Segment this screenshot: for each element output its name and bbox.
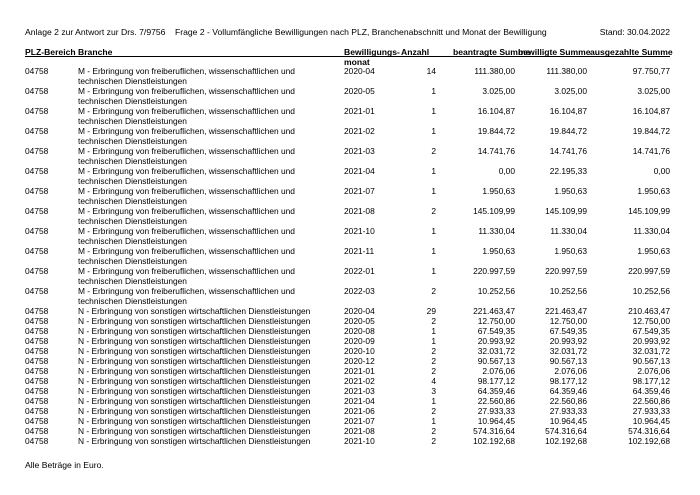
table-row (0, 386, 700, 396)
cell-monat: 2021-03 (344, 146, 375, 156)
table-row (0, 436, 700, 446)
cell-bewilligt: 64.359,46 (549, 386, 587, 396)
table-row (0, 66, 700, 86)
cell-ausgezahlt: 14.741,76 (632, 146, 670, 156)
cell-anzahl: 1 (431, 226, 436, 236)
cell-plz: 04758 (25, 386, 49, 396)
footnote: Alle Beträge in Euro. (25, 460, 104, 470)
cell-monat: 2020-09 (344, 336, 375, 346)
cell-anzahl: 2 (431, 426, 436, 436)
cell-anzahl: 2 (431, 406, 436, 416)
cell-branche: N - Erbringung von sonstigen wirtschaftlichen Dienstleistungen (78, 326, 311, 336)
cell-bewilligt: 10.964,45 (549, 416, 587, 426)
cell-beantragt: 90.567,13 (477, 356, 515, 366)
cell-ausgezahlt: 32.031,72 (632, 346, 670, 356)
column-header-monat (344, 47, 400, 67)
cell-branche: M - Erbringung von freiberuflichen, wissenschaftlichen und technischen Dienstleistungen (78, 166, 295, 186)
cell-beantragt: 221.463,47 (473, 306, 515, 316)
cell-branche: M - Erbringung von freiberuflichen, wissenschaftlichen und technischen Dienstleistungen (78, 206, 295, 226)
cell-bewilligt: 1.950,63 (554, 246, 587, 256)
cell-branche: M - Erbringung von freiberuflichen, wissenschaftlichen und technischen Dienstleistungen (78, 126, 295, 146)
cell-plz: 04758 (25, 426, 49, 436)
cell-monat: 2020-10 (344, 346, 375, 356)
cell-ausgezahlt: 16.104,87 (632, 106, 670, 116)
cell-bewilligt: 67.549,35 (549, 326, 587, 336)
cell-beantragt: 111.380,00 (474, 66, 515, 76)
cell-beantragt: 12.750,00 (477, 316, 515, 326)
cell-ausgezahlt: 10.964,45 (632, 416, 670, 426)
cell-plz: 04758 (25, 366, 49, 376)
cell-anzahl: 2 (431, 436, 436, 446)
cell-ausgezahlt: 1.950,63 (637, 246, 670, 256)
cell-branche: N - Erbringung von sonstigen wirtschaftlichen Dienstleistungen (78, 356, 311, 366)
cell-bewilligt: 102.192,68 (545, 436, 587, 446)
cell-ausgezahlt: 1.950,63 (637, 186, 670, 196)
cell-anzahl: 1 (431, 126, 436, 136)
cell-monat: 2021-10 (344, 226, 375, 236)
table-body (0, 66, 700, 446)
cell-ausgezahlt: 0,00 (653, 166, 670, 176)
cell-monat: 2021-02 (344, 126, 375, 136)
cell-beantragt: 32.031,72 (477, 346, 515, 356)
cell-ausgezahlt: 11.330,04 (633, 226, 670, 236)
cell-branche: N - Erbringung von sonstigen wirtschaftlichen Dienstleistungen (78, 316, 311, 326)
cell-bewilligt: 90.567,13 (549, 356, 587, 366)
cell-beantragt: 145.109,99 (473, 206, 515, 216)
table-row (0, 126, 700, 146)
cell-ausgezahlt: 220.997,59 (628, 266, 670, 276)
cell-ausgezahlt: 10.252,56 (632, 286, 670, 296)
cell-beantragt: 19.844,72 (477, 126, 515, 136)
cell-branche: N - Erbringung von sonstigen wirtschaftlichen Dienstleistungen (78, 306, 311, 316)
cell-plz: 04758 (25, 326, 49, 336)
cell-plz: 04758 (25, 106, 49, 116)
cell-beantragt: 11.330,04 (478, 226, 515, 236)
table-row (0, 186, 700, 206)
cell-plz: 04758 (25, 316, 49, 326)
column-header-monat-line2: monat (344, 57, 370, 67)
cell-beantragt: 574.316,64 (473, 426, 515, 436)
cell-anzahl: 1 (431, 186, 436, 196)
cell-bewilligt: 22.560,86 (549, 396, 587, 406)
column-header-beantragt: beantragte Summe (453, 47, 531, 57)
table-row (0, 226, 700, 246)
cell-ausgezahlt: 27.933,33 (632, 406, 670, 416)
cell-beantragt: 27.933,33 (477, 406, 515, 416)
cell-monat: 2021-01 (344, 366, 375, 376)
cell-beantragt: 10.252,56 (477, 286, 515, 296)
cell-bewilligt: 111.380,00 (546, 66, 587, 76)
cell-anzahl: 1 (431, 326, 436, 336)
table-row (0, 246, 700, 266)
table-row (0, 416, 700, 426)
cell-ausgezahlt: 19.844,72 (632, 126, 670, 136)
cell-branche: M - Erbringung von freiberuflichen, wissenschaftlichen und technischen Dienstleistungen (78, 286, 295, 306)
cell-monat: 2022-03 (344, 286, 375, 296)
cell-plz: 04758 (25, 376, 49, 386)
cell-bewilligt: 98.177,12 (549, 376, 587, 386)
table-row (0, 346, 700, 356)
cell-branche: N - Erbringung von sonstigen wirtschaftlichen Dienstleistungen (78, 416, 311, 426)
column-header-branche: Branche (78, 47, 113, 57)
cell-branche: N - Erbringung von sonstigen wirtschaftlichen Dienstleistungen (78, 406, 311, 416)
table-row (0, 326, 700, 336)
cell-anzahl: 1 (431, 86, 436, 96)
cell-monat: 2021-01 (344, 106, 375, 116)
table-row (0, 166, 700, 186)
cell-branche: N - Erbringung von sonstigen wirtschaftlichen Dienstleistungen (78, 426, 311, 436)
cell-monat: 2021-08 (344, 426, 375, 436)
cell-plz: 04758 (25, 396, 49, 406)
cell-bewilligt: 574.316,64 (545, 426, 587, 436)
cell-anzahl: 2 (431, 366, 436, 376)
cell-plz: 04758 (25, 146, 49, 156)
cell-ausgezahlt: 12.750,00 (632, 316, 670, 326)
cell-anzahl: 1 (431, 166, 436, 176)
cell-plz: 04758 (25, 246, 49, 256)
table-row (0, 86, 700, 106)
cell-plz: 04758 (25, 226, 49, 236)
cell-anzahl: 2 (431, 346, 436, 356)
cell-bewilligt: 27.933,33 (549, 406, 587, 416)
cell-bewilligt: 16.104,87 (549, 106, 587, 116)
cell-beantragt: 98.177,12 (477, 376, 515, 386)
cell-monat: 2021-03 (344, 386, 375, 396)
cell-branche: N - Erbringung von sonstigen wirtschaftlichen Dienstleistungen (78, 436, 311, 446)
cell-plz: 04758 (25, 306, 49, 316)
table-row (0, 316, 700, 326)
table-row (0, 356, 700, 366)
cell-anzahl: 1 (431, 106, 436, 116)
document-title: Frage 2 - Vollumfängliche Bewilligungen nach PLZ, Branchenabschnitt und Monat der Bewilligung (175, 27, 547, 37)
table-row (0, 266, 700, 286)
cell-monat: 2020-05 (344, 86, 375, 96)
cell-branche: N - Erbringung von sonstigen wirtschaftlichen Dienstleistungen (78, 376, 311, 386)
cell-ausgezahlt: 22.560,86 (632, 396, 670, 406)
cell-ausgezahlt: 97.750,77 (632, 66, 670, 76)
cell-bewilligt: 22.195,33 (549, 166, 587, 176)
cell-monat: 2021-07 (344, 416, 375, 426)
cell-branche: N - Erbringung von sonstigen wirtschaftlichen Dienstleistungen (78, 396, 311, 406)
cell-anzahl: 4 (431, 376, 436, 386)
cell-beantragt: 0,00 (498, 166, 515, 176)
cell-branche: M - Erbringung von freiberuflichen, wissenschaftlichen und technischen Dienstleistungen (78, 246, 295, 266)
cell-beantragt: 20.993,92 (477, 336, 515, 346)
cell-monat: 2020-04 (344, 66, 375, 76)
cell-anzahl: 2 (431, 206, 436, 216)
cell-ausgezahlt: 20.993,92 (632, 336, 670, 346)
cell-branche: M - Erbringung von freiberuflichen, wissenschaftlichen und technischen Dienstleistungen (78, 186, 295, 206)
table-row (0, 426, 700, 436)
cell-branche: M - Erbringung von freiberuflichen, wissenschaftlichen und technischen Dienstleistungen (78, 86, 295, 106)
table-row (0, 336, 700, 346)
table-row (0, 376, 700, 386)
cell-anzahl: 1 (431, 396, 436, 406)
cell-anzahl: 1 (431, 416, 436, 426)
document-date: Stand: 30.04.2022 (599, 27, 670, 37)
cell-bewilligt: 145.109,99 (545, 206, 587, 216)
column-header-anzahl: Anzahl (401, 47, 430, 57)
cell-ausgezahlt: 210.463,47 (628, 306, 670, 316)
cell-bewilligt: 220.997,59 (545, 266, 587, 276)
cell-monat: 2020-08 (344, 326, 375, 336)
cell-beantragt: 102.192,68 (473, 436, 515, 446)
column-header-monat-line1: Bewilligungs- (344, 47, 400, 57)
cell-anzahl: 3 (431, 386, 436, 396)
cell-branche: M - Erbringung von freiberuflichen, wissenschaftlichen und technischen Dienstleistungen (78, 226, 295, 246)
cell-beantragt: 220.997,59 (473, 266, 515, 276)
table-row (0, 406, 700, 416)
cell-branche: M - Erbringung von freiberuflichen, wissenschaftlichen und technischen Dienstleistungen (78, 66, 295, 86)
cell-beantragt: 10.964,45 (477, 416, 515, 426)
cell-ausgezahlt: 102.192,68 (628, 436, 670, 446)
table-row (0, 206, 700, 226)
cell-anzahl: 29 (426, 306, 436, 316)
column-header-bewilligt: bewilligte Summe (518, 47, 591, 57)
cell-ausgezahlt: 98.177,12 (632, 376, 670, 386)
cell-ausgezahlt: 67.549,35 (632, 326, 670, 336)
cell-plz: 04758 (25, 126, 49, 136)
cell-anzahl: 2 (431, 356, 436, 366)
cell-branche: N - Erbringung von sonstigen wirtschaftlichen Dienstleistungen (78, 336, 311, 346)
cell-plz: 04758 (25, 286, 49, 296)
document-annex-label: Anlage 2 zur Antwort zur Drs. 7/9756 (25, 27, 166, 37)
cell-monat: 2020-05 (344, 316, 375, 326)
cell-monat: 2022-01 (344, 266, 375, 276)
table-row (0, 306, 700, 316)
cell-branche: M - Erbringung von freiberuflichen, wissenschaftlichen und technischen Dienstleistungen (78, 106, 295, 126)
cell-beantragt: 3.025,00 (482, 86, 515, 96)
cell-branche: M - Erbringung von freiberuflichen, wissenschaftlichen und technischen Dienstleistungen (78, 266, 295, 286)
table-row (0, 106, 700, 126)
cell-beantragt: 64.359,46 (477, 386, 515, 396)
cell-plz: 04758 (25, 436, 49, 446)
cell-plz: 04758 (25, 186, 49, 196)
cell-bewilligt: 20.993,92 (549, 336, 587, 346)
cell-plz: 04758 (25, 86, 49, 96)
cell-plz: 04758 (25, 336, 49, 346)
cell-beantragt: 1.950,63 (482, 186, 515, 196)
cell-bewilligt: 11.330,04 (550, 226, 587, 236)
cell-beantragt: 22.560,86 (477, 396, 515, 406)
cell-plz: 04758 (25, 66, 49, 76)
cell-anzahl: 1 (431, 266, 436, 276)
table-row (0, 366, 700, 376)
cell-ausgezahlt: 90.567,13 (632, 356, 670, 366)
cell-ausgezahlt: 64.359,46 (632, 386, 670, 396)
column-header-ausgezahlt: ausgezahlte Summe (590, 47, 673, 57)
cell-monat: 2021-08 (344, 206, 375, 216)
cell-plz: 04758 (25, 206, 49, 216)
cell-beantragt: 1.950,63 (482, 246, 515, 256)
cell-bewilligt: 10.252,56 (549, 286, 587, 296)
cell-monat: 2021-07 (344, 186, 375, 196)
cell-anzahl: 1 (431, 336, 436, 346)
cell-ausgezahlt: 3.025,00 (637, 86, 670, 96)
cell-monat: 2021-04 (344, 166, 375, 176)
cell-anzahl: 2 (431, 316, 436, 326)
cell-monat: 2020-04 (344, 306, 375, 316)
cell-monat: 2021-11 (344, 246, 375, 256)
cell-branche: M - Erbringung von freiberuflichen, wissenschaftlichen und technischen Dienstleistungen (78, 146, 295, 166)
cell-plz: 04758 (25, 356, 49, 366)
cell-anzahl: 1 (431, 246, 436, 256)
cell-monat: 2020-12 (344, 356, 375, 366)
cell-anzahl: 14 (426, 66, 436, 76)
cell-beantragt: 14.741,76 (477, 146, 515, 156)
cell-ausgezahlt: 145.109,99 (628, 206, 670, 216)
header-divider (25, 56, 670, 57)
cell-bewilligt: 2.076,06 (554, 366, 587, 376)
cell-plz: 04758 (25, 346, 49, 356)
cell-monat: 2021-02 (344, 376, 375, 386)
cell-plz: 04758 (25, 266, 49, 276)
cell-bewilligt: 19.844,72 (549, 126, 587, 136)
cell-branche: N - Erbringung von sonstigen wirtschaftlichen Dienstleistungen (78, 346, 311, 356)
table-row (0, 286, 700, 306)
cell-anzahl: 2 (431, 286, 436, 296)
cell-branche: N - Erbringung von sonstigen wirtschaftlichen Dienstleistungen (78, 386, 311, 396)
cell-plz: 04758 (25, 416, 49, 426)
cell-ausgezahlt: 2.076,06 (637, 366, 670, 376)
cell-anzahl: 2 (431, 146, 436, 156)
cell-beantragt: 16.104,87 (477, 106, 515, 116)
cell-bewilligt: 1.950,63 (554, 186, 587, 196)
cell-bewilligt: 32.031,72 (549, 346, 587, 356)
cell-beantragt: 67.549,35 (477, 326, 515, 336)
column-header-plz: PLZ-Bereich (25, 47, 76, 57)
cell-plz: 04758 (25, 406, 49, 416)
cell-monat: 2021-06 (344, 406, 375, 416)
cell-bewilligt: 221.463,47 (545, 306, 587, 316)
cell-beantragt: 2.076,06 (482, 366, 515, 376)
cell-bewilligt: 3.025,00 (554, 86, 587, 96)
cell-branche: N - Erbringung von sonstigen wirtschaftlichen Dienstleistungen (78, 366, 311, 376)
cell-ausgezahlt: 574.316,64 (628, 426, 670, 436)
cell-monat: 2021-04 (344, 396, 375, 406)
cell-bewilligt: 12.750,00 (549, 316, 587, 326)
table-row (0, 396, 700, 406)
table-row (0, 146, 700, 166)
cell-monat: 2021-10 (344, 436, 375, 446)
cell-plz: 04758 (25, 166, 49, 176)
cell-bewilligt: 14.741,76 (549, 146, 587, 156)
